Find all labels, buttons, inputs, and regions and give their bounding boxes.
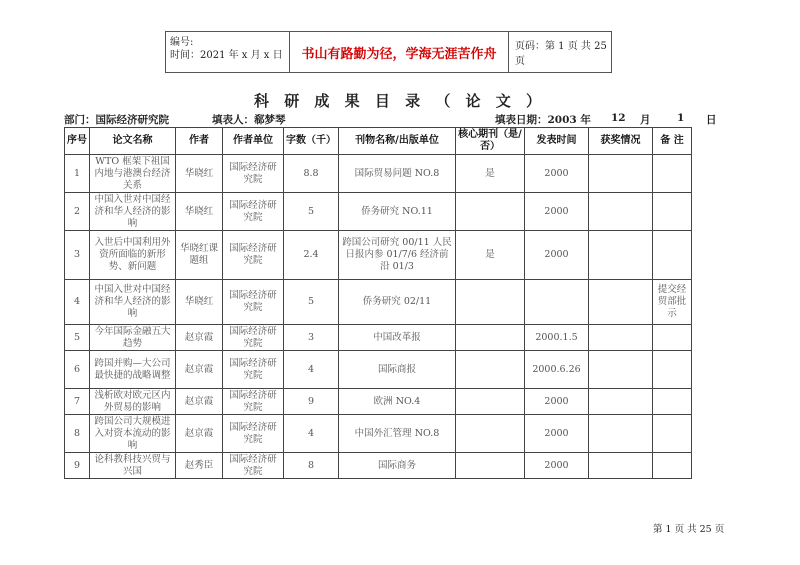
- cell-date: 2000.6.26: [525, 351, 589, 389]
- cell-award: [589, 325, 653, 351]
- cell-title: 跨国并购—大公司最快捷的战略调整: [90, 351, 176, 389]
- cell-note: [653, 155, 692, 193]
- table-row: [65, 155, 692, 193]
- cell-unit: 国际经济研究院: [223, 389, 284, 415]
- cell-note: [653, 453, 692, 479]
- slogan: 书山有路勤为径，学海无涯苦作舟: [290, 32, 509, 72]
- month-unit: 月: [640, 114, 651, 126]
- cell-seq: 6: [65, 351, 90, 389]
- cell-title: 跨国公司大规模进入对资本流动的影响: [90, 415, 176, 453]
- cell-core: [456, 389, 525, 415]
- cell-author: 华晓红课题组: [176, 231, 223, 280]
- header-award: 获奖情况: [589, 128, 653, 155]
- cell-words: 5: [284, 280, 339, 325]
- table-row: [65, 415, 692, 453]
- cell-unit: 国际经济研究院: [223, 415, 284, 453]
- cell-award: [589, 389, 653, 415]
- cell-journal: 国际商务: [339, 453, 456, 479]
- cell-words: 9: [284, 389, 339, 415]
- header-note: 备 注: [653, 128, 692, 155]
- cell-core: 是: [456, 231, 525, 280]
- cell-core: [456, 453, 525, 479]
- cell-unit: 国际经济研究院: [223, 453, 284, 479]
- cell-seq: 2: [65, 193, 90, 231]
- header-journal: 刊物名称/出版单位: [339, 128, 456, 155]
- cell-note: [653, 351, 692, 389]
- cell-core: [456, 193, 525, 231]
- cell-title: 中国入世对中国经济和华人经济的影响: [90, 280, 176, 325]
- header-date: 发表时间: [525, 128, 589, 155]
- cell-author: 赵京霞: [176, 351, 223, 389]
- header-author: 作者: [176, 128, 223, 155]
- day-unit: 日: [706, 114, 717, 126]
- cell-award: [589, 155, 653, 193]
- cell-words: 8: [284, 453, 339, 479]
- cell-title: 入世后中国利用外资所面临的新形势、新问题: [90, 231, 176, 280]
- cell-date: 2000: [525, 389, 589, 415]
- cell-words: 4: [284, 351, 339, 389]
- cell-award: [589, 193, 653, 231]
- cell-note: [653, 193, 692, 231]
- cell-unit: 国际经济研究院: [223, 280, 284, 325]
- cell-journal: 国际商报: [339, 351, 456, 389]
- cell-words: 3: [284, 325, 339, 351]
- cell-unit: 国际经济研究院: [223, 325, 284, 351]
- cell-title: WTO 框架下祖国内地与港澳台经济关系: [90, 155, 176, 193]
- cell-author: 赵秀臣: [176, 453, 223, 479]
- cell-seq: 3: [65, 231, 90, 280]
- cell-title: 浅析欧对欧元区内外贸易的影响: [90, 389, 176, 415]
- cell-date: 2000.1.5: [525, 325, 589, 351]
- cell-note: [653, 231, 692, 280]
- cell-core: [456, 351, 525, 389]
- date-day: 1: [677, 112, 685, 124]
- cell-award: [589, 231, 653, 280]
- cell-seq: 1: [65, 155, 90, 193]
- cell-unit: 国际经济研究院: [223, 351, 284, 389]
- cell-date: [525, 280, 589, 325]
- cell-words: 2.4: [284, 231, 339, 280]
- table-header-row: [65, 128, 692, 155]
- number-label: 编号:: [170, 37, 194, 48]
- cell-seq: 8: [65, 415, 90, 453]
- table-row: [65, 193, 692, 231]
- table-row: [65, 351, 692, 389]
- cell-note: [653, 389, 692, 415]
- cell-words: 5: [284, 193, 339, 231]
- table-row: [65, 325, 692, 351]
- cell-unit: 国际经济研究院: [223, 231, 284, 280]
- cell-journal: 国际贸易问题 NO.8: [339, 155, 456, 193]
- time-label: 时间：2021 年 x 月 x 日: [170, 50, 283, 61]
- department: 部门：国际经济研究院: [64, 114, 169, 126]
- table-row: [65, 231, 692, 280]
- header-words: 字数（千）: [284, 128, 339, 155]
- cell-seq: 9: [65, 453, 90, 479]
- cell-title: 今年国际金融五大趋势: [90, 325, 176, 351]
- cell-core: [456, 325, 525, 351]
- cell-core: 是: [456, 155, 525, 193]
- cell-journal: 跨国公司研究 00/11 人民日报内参 01/7/6 经济前沿 01/3: [339, 231, 456, 280]
- date-month: 12: [611, 112, 626, 124]
- header-seq: 序号: [65, 128, 90, 155]
- page-info: 页码：第 1 页 共 25 页: [515, 41, 607, 67]
- cell-seq: 4: [65, 280, 90, 325]
- cell-award: [589, 453, 653, 479]
- table-row: [65, 280, 692, 325]
- cell-award: [589, 415, 653, 453]
- header-box: [165, 31, 612, 73]
- cell-date: 2000: [525, 415, 589, 453]
- table-row: [65, 389, 692, 415]
- table-row: [65, 453, 692, 479]
- cell-seq: 5: [65, 325, 90, 351]
- cell-date: 2000: [525, 231, 589, 280]
- cell-journal: 中国改革报: [339, 325, 456, 351]
- cell-words: 8.8: [284, 155, 339, 193]
- cell-journal: 侨务研究 02/11: [339, 280, 456, 325]
- cell-core: [456, 415, 525, 453]
- cell-seq: 7: [65, 389, 90, 415]
- cell-author: 华晓红: [176, 193, 223, 231]
- cell-journal: 中国外汇管理 NO.8: [339, 415, 456, 453]
- results-table: [64, 127, 692, 479]
- cell-title: 中国入世对中国经济和华人经济的影响: [90, 193, 176, 231]
- cell-date: 2000: [525, 453, 589, 479]
- date-label: 填表日期：2003 年: [495, 114, 591, 126]
- cell-date: 2000: [525, 193, 589, 231]
- header-title: 论文名称: [90, 128, 176, 155]
- cell-author: 赵京霞: [176, 389, 223, 415]
- cell-unit: 国际经济研究院: [223, 155, 284, 193]
- cell-unit: 国际经济研究院: [223, 193, 284, 231]
- cell-journal: 欧洲 NO.4: [339, 389, 456, 415]
- cell-note: 提交经贸部批示: [653, 280, 692, 325]
- header-core: 核心期刊（是/否）: [456, 128, 525, 155]
- cell-author: 华晓红: [176, 155, 223, 193]
- cell-note: [653, 325, 692, 351]
- cell-author: 华晓红: [176, 280, 223, 325]
- page-footer: 第 1 页 共 25 页: [653, 524, 725, 535]
- header-left: [166, 32, 290, 72]
- header-unit: 作者单位: [223, 128, 284, 155]
- cell-author: 赵京霞: [176, 325, 223, 351]
- cell-author: 赵京霞: [176, 415, 223, 453]
- cell-award: [589, 280, 653, 325]
- cell-title: 论科教科技兴贸与兴国: [90, 453, 176, 479]
- cell-date: 2000: [525, 155, 589, 193]
- page-title: 科 研 成 果 目 录 （ 论 文 ）: [253, 92, 546, 110]
- cell-award: [589, 351, 653, 389]
- cell-core: [456, 280, 525, 325]
- cell-words: 4: [284, 415, 339, 453]
- cell-note: [653, 415, 692, 453]
- filler: 填表人：郗梦琴: [212, 114, 286, 126]
- table-body: [65, 155, 692, 479]
- cell-journal: 侨务研究 NO.11: [339, 193, 456, 231]
